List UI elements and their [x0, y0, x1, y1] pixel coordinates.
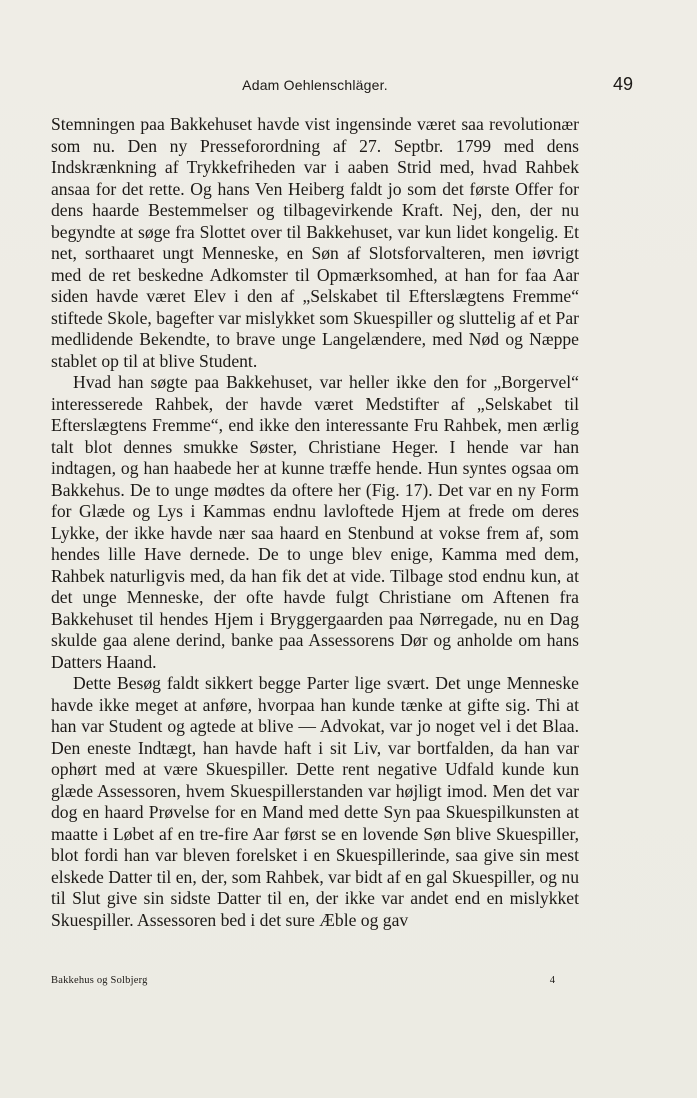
signature-number: 4 [549, 975, 555, 986]
paragraph: Hvad han søgte paa Bakkehuset, var heller ikke den for „Borgervel“ interesserede Rahbek, der havde været Medstifter af „Selskabet til Efterslægtens Fremme“, end ikke den interessante Fru Rahbek, men ærlig talt blot dennes smukke Søster, Christiane Heger. I hende var han indtagen, og han haabede her at kunne træffe hende. Hun syntes ogsaa om Bakkehus. De to unge mødtes da oftere her (Fig. 17). Det var en ny Form for Glæde og Lys i Kammas endnu lavloftede Hjem at frede om deres Lykke, der ikke havde nær saa haard en Stenbund at vokse frem af, som hendes lille Have dernede. De to unge blev enige, Kamma med dem, Rahbek naturligvis med, da han fik det at vide. Tilbage stod endnu kun, at det unge Menneske, der ofte havde fulgt Christiane om Aftenen fra Bakkehuset til hendes Hjem i Bryggergaarden paa Nørregade, nu en Dag skulde gaa alene derind, banke paa Assessorens Dør og anholde om hans Datters Haand. [51, 372, 579, 672]
paragraph: Dette Besøg faldt sikkert begge Parter lige svært. Det unge Menneske havde ikke meget at anføre, hvorpaa han kunde tænke at gifte sig. Thi at han var Student og agtede at blive — Advokat, var jo noget vel i det Blaa. Den eneste Indtægt, han havde haft i sit Liv, var bortfalden, da han var ophørt med at være Skuespiller. Dette rent negative Udfald kunde kun glæde Assessoren, hvem Skuespillerstanden var højligt imod. Men det var dog en haard Prøvelse for en Mand med dette Syn paa Skuespilkunsten at maatte i Løbet af en tre-fire Aar først se en lovende Søn blive Skuespiller, blot fordi han var bleven forelsket i en Skuespillerinde, saa give sin mest elskede Datter til en, der, som Rahbek, var bidt af en gal Skuespiller, og nu til Slut give sin sidste Datter til en, der ikke var andet end en mislykket Skuespiller. Assessoren bed i det sure Æble og gav [51, 673, 579, 930]
running-title: Adam Oehlenschläger. [242, 77, 388, 93]
signature-title: Bakkehus og Solbjerg [51, 975, 148, 986]
signature-line [51, 975, 555, 989]
page-number: 49 [612, 74, 633, 94]
running-head [51, 74, 633, 96]
body-text [51, 114, 579, 931]
paragraph: Stemningen paa Bakkehuset havde vist ingensinde været saa revolutionær som nu. Den ny Presseforordning af 27. Septbr. 1799 med dens Indskrænkning af Trykkefriheden var i aaben Strid med, hvad Rahbek ansaa for det rette. Og hans Ven Heiberg faldt jo som det første Offer for dens haarde Bestemmelser og tilbagevirkende Kraft. Nej, den, der nu begyndte at søge fra Slottet over til Bakkehuset, var kun lidet kongelig. Et net, sorthaaret ungt Menneske, en Søn af Slotsforvalteren, men iøvrigt med de ret beskedne Adkomster til Opmærksomhed, at han for faa Aar siden havde været Elev i den af „Selskabet til Efterslægtens Fremme“ stiftede Skole, bagefter var mislykket som Skuespiller og sluttelig af et Par medlidende Bekendte, to brave unge Langelændere, med Nød og Næppe stablet op til at blive Student. [51, 114, 579, 371]
